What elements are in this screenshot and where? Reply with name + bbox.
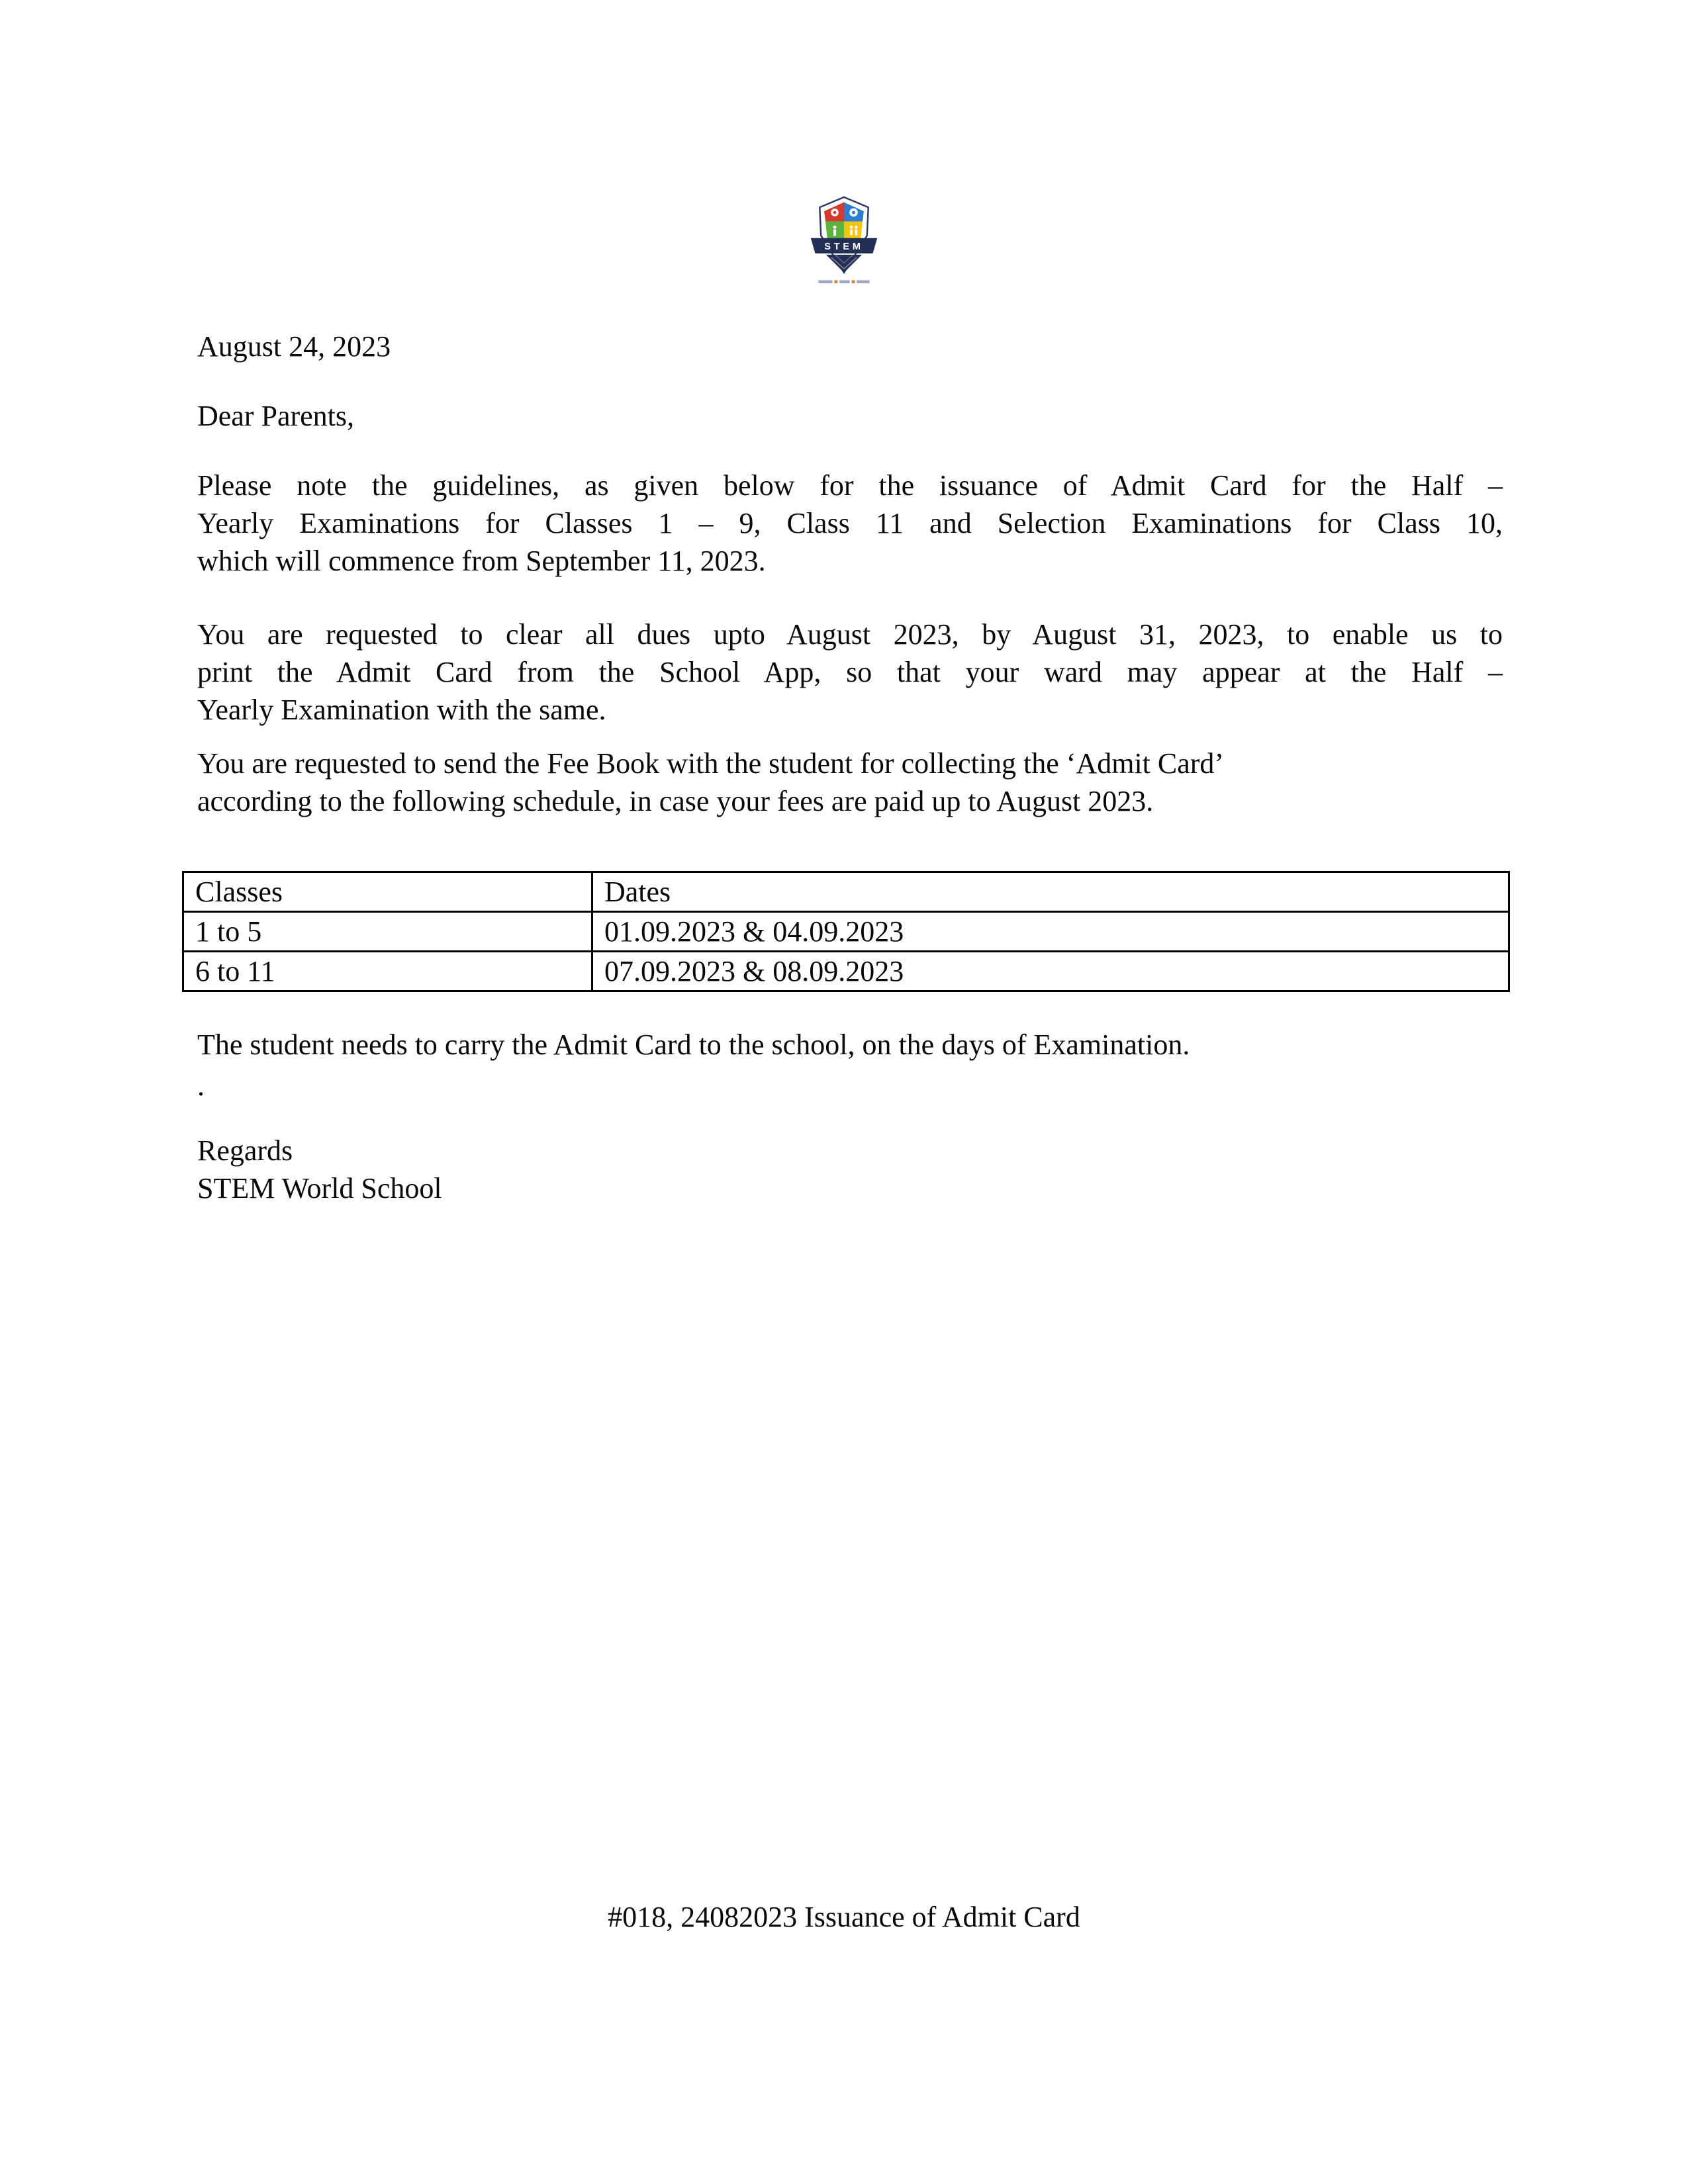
crest-motto-accent — [852, 280, 855, 283]
header-dates: Dates — [592, 872, 1509, 912]
crest-motto-accent — [835, 280, 838, 283]
schedule-table-container — [182, 871, 1510, 992]
crest-gear-center — [852, 211, 855, 214]
paragraph-fee-book — [197, 745, 1503, 820]
table-row — [183, 952, 1509, 991]
salutation: Dear Parents, — [197, 400, 355, 432]
crest-gear-center — [833, 211, 837, 214]
table-row — [183, 912, 1509, 952]
closing-school-name: STEM World School — [197, 1172, 442, 1205]
crest-figure-body — [855, 230, 857, 236]
cell-classes: 1 to 5 — [183, 912, 592, 952]
table-header-row — [183, 872, 1509, 912]
schedule-table — [182, 871, 1510, 992]
school-logo — [0, 195, 1688, 289]
crest-figure-body — [833, 230, 836, 236]
cell-dates: 01.09.2023 & 04.09.2023 — [592, 912, 1509, 952]
stray-period: . — [197, 1069, 205, 1102]
cell-classes: 6 to 11 — [183, 952, 592, 991]
cell-dates: 07.09.2023 & 08.09.2023 — [592, 952, 1509, 991]
paragraph-line: Yearly Examinations for Classes 1 – 9, Class 11 and Selection Examinations for Class 10, — [197, 507, 1503, 539]
crest-figure-icon — [850, 226, 853, 228]
letter-date: August 24, 2023 — [197, 330, 391, 363]
header-classes: Classes — [183, 872, 592, 912]
paragraph-line: Please note the guidelines, as given below for the issuance of Admit Card for the Half – — [197, 469, 1503, 502]
closing-regards: Regards — [197, 1134, 293, 1167]
crest-quadrant-yellow — [844, 222, 863, 240]
crest-motto-segment — [857, 280, 869, 283]
paragraph-line: Yearly Examination with the same. — [197, 694, 606, 726]
paragraph-line: You are requested to send the Fee Book with the student for collecting the ‘Admit Card’ — [197, 747, 1225, 780]
paragraph-guidelines — [197, 467, 1503, 580]
crest-motto-segment — [839, 280, 849, 283]
paragraph-line: according to the following schedule, in case your fees are paid up to August 2023. — [197, 785, 1154, 817]
note-admit-card: The student needs to carry the Admit Card to the school, on the days of Examination. — [197, 1028, 1190, 1061]
crest-motto-segment — [818, 280, 832, 283]
crest-figure-body — [850, 230, 852, 236]
crest-initials: STEM — [824, 242, 864, 253]
footer-reference: #018, 24082023 Issuance of Admit Card — [608, 1901, 1080, 1933]
paragraph-dues — [197, 615, 1503, 729]
crest-figure-icon — [855, 226, 857, 228]
paragraph-line: You are requested to clear all dues upto August 2023, by August 31, 2023, to enable us to — [197, 618, 1503, 651]
crest-figure-icon — [833, 226, 836, 229]
closing-block — [197, 1132, 1503, 1207]
school-crest-icon — [806, 195, 882, 289]
paragraph-line: print the Admit Card from the School App, so that your ward may appear at the Half – — [197, 656, 1503, 688]
paragraph-line: which will commence from September 11, 2023. — [197, 545, 766, 577]
